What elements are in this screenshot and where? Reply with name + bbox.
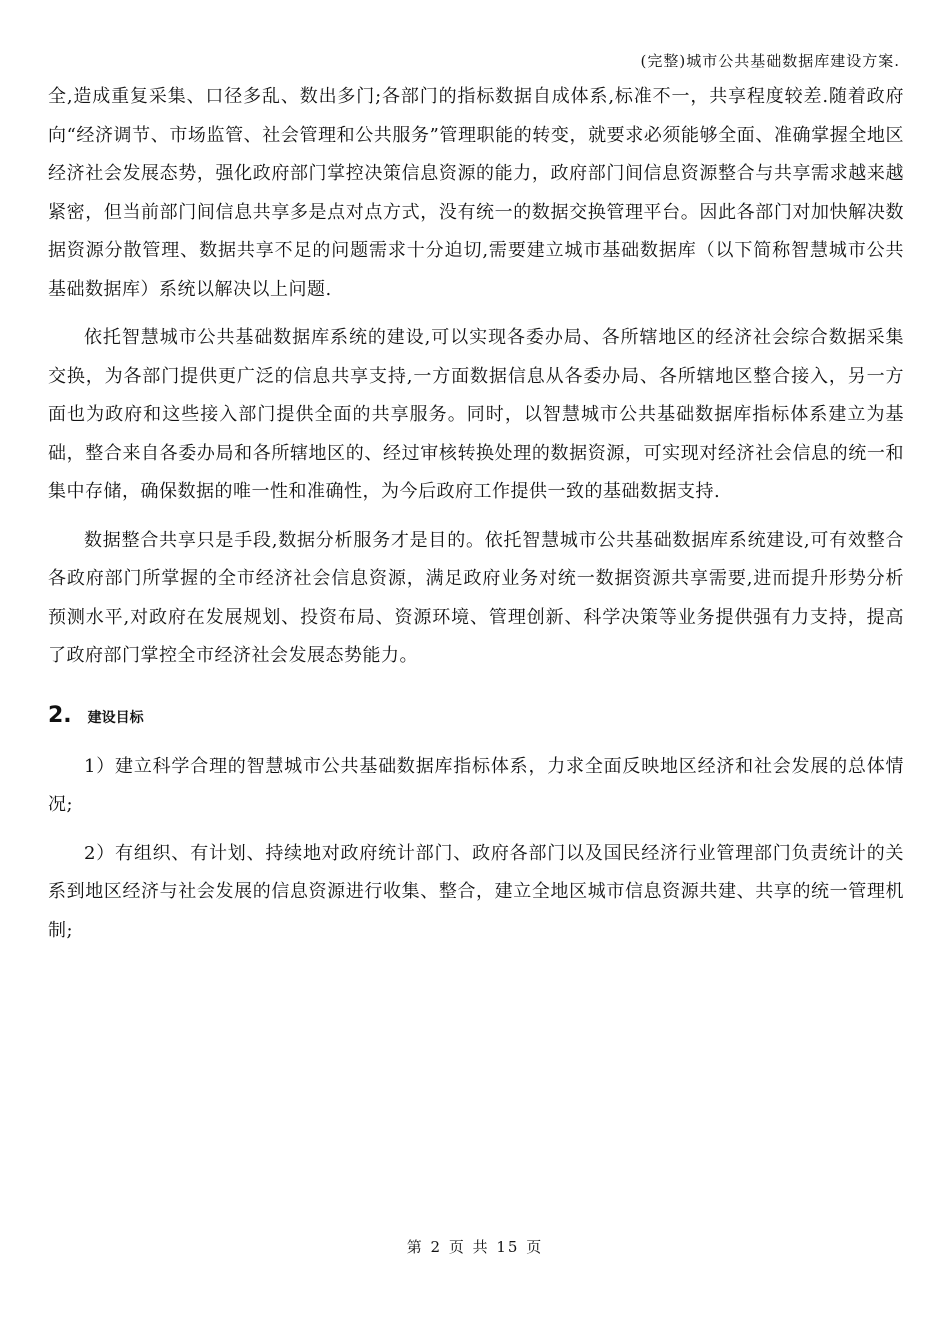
paragraph-gap bbox=[48, 512, 904, 522]
list-item: 2）有组织、有计划、持续地对政府统计部门、政府各部门以及国民经济行业管理部门负责统计的关系到地区经济与社会发展的信息资源进行收集、整合，建立全地区城市信息资源共建、共享的统一管理机制; bbox=[48, 842, 904, 941]
list-item: 1）建立科学合理的智慧城市公共基础数据库指标体系，力求全面反映地区经济和社会发展的总体情况; bbox=[48, 755, 904, 815]
paragraph-continuation: 全,造成重复采集、口径多乱、数出多门;各部门的指标数据自成体系,标准不一，共享程度较差.随着政府向“经济调节、市场监管、社会管理和公共服务”管理职能的转变，就要求必须能够全面、准确掌握全地区经济社会发展态势，强化政府部门掌控决策信息资源的能力，政府部门间信息资源整合与共享需求越来越紧密，但当前部门间信息共享多是点对点方式，没有统一的数据交换管理平台。因此各部门对加快解决数据资源分散管理、数据共享不足的问题需求十分迫切,需要建立城市基础数据库（以下简称智慧城市公共基础数据库）系统以解决以上问题. bbox=[48, 86, 904, 300]
section-title: 建设目标 bbox=[87, 709, 144, 726]
section-number: 2. bbox=[48, 702, 72, 728]
paragraph-analysis: 数据整合共享只是手段,数据分析服务才是目的。依托智慧城市公共基础数据库系统建设,可有效整合各政府部门所掌握的全市经济社会信息资源，满足政府业务对统一数据资源共享需要,进而提升形势分析预测水平,对政府在发展规划、投资布局、资源环境、管理创新、科学决策等业务提供强有力支持，提高了政府部门掌控全市经济社会发展态势能力。 bbox=[48, 529, 904, 666]
paragraph-platform: 依托智慧城市公共基础数据库系统的建设,可以实现各委办局、各所辖地区的经济社会综合数据采集交换，为各部门提供更广泛的信息共享支持,一方面数据信息从各委办局、各所辖地区整合接入，另一方面也为政府和这些接入部门提供全面的共享服务。同时，以智慧城市公共基础数据库指标体系建立为基础，整合来自各委办局和各所辖地区的、经过审核转换处理的数据资源，可实现对经济社会信息的统一和集中存储，确保数据的唯一性和准确性，为今后政府工作提供一致的基础数据支持. bbox=[48, 327, 904, 502]
document-header-title: (完整)城市公共基础数据库建设方案. bbox=[640, 52, 900, 70]
paragraph-gap bbox=[48, 309, 904, 319]
page-number: 第 2 页 共 15 页 bbox=[406, 1238, 544, 1256]
document-body bbox=[48, 78, 904, 950]
section-heading bbox=[48, 696, 904, 738]
